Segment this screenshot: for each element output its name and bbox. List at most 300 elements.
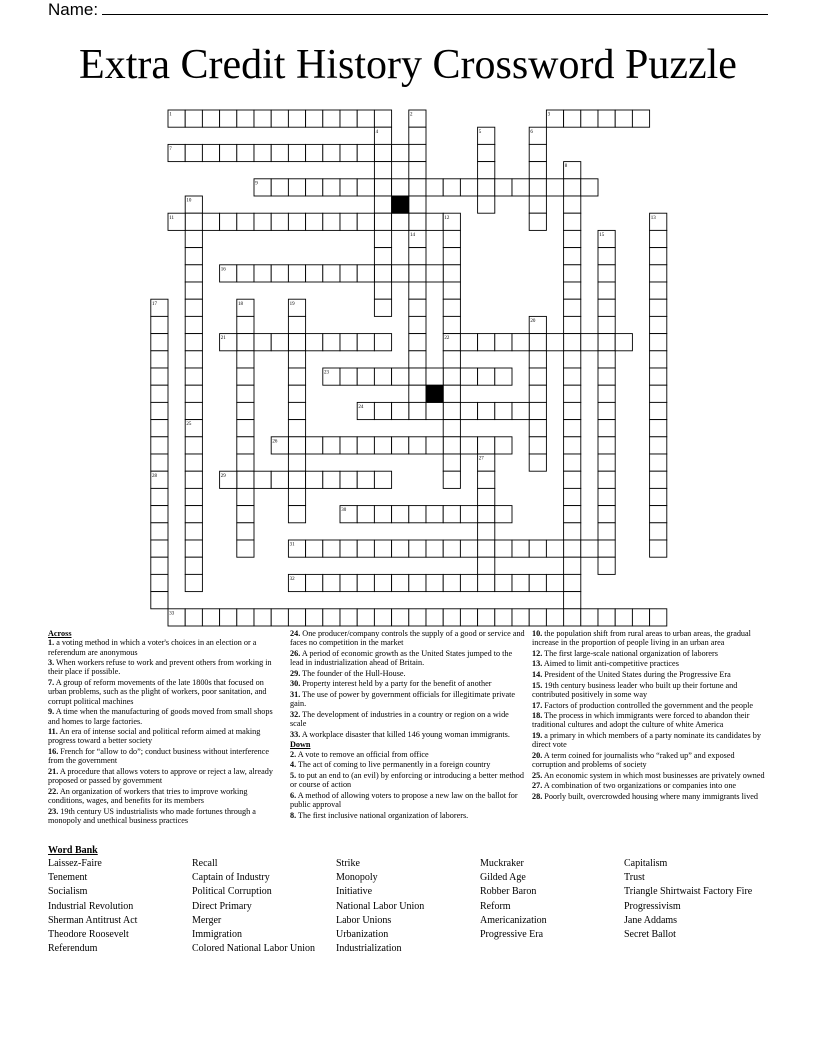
grid-cell[interactable] — [512, 402, 529, 419]
grid-cell[interactable] — [426, 609, 443, 626]
grid-cell[interactable] — [357, 471, 374, 488]
grid-cell[interactable] — [478, 609, 495, 626]
grid-cell[interactable] — [374, 540, 391, 557]
grid-cell[interactable] — [443, 454, 460, 471]
grid-cell[interactable] — [374, 471, 391, 488]
grid-cell[interactable] — [460, 334, 477, 351]
grid-cell[interactable] — [151, 523, 168, 540]
grid-cell[interactable] — [564, 334, 581, 351]
grid-cell[interactable] — [237, 420, 254, 437]
grid-cell[interactable] — [254, 471, 271, 488]
grid-cell[interactable] — [237, 523, 254, 540]
grid-cell[interactable] — [598, 110, 615, 127]
grid-cell[interactable] — [271, 110, 288, 127]
grid-cell[interactable] — [220, 110, 237, 127]
grid-cell[interactable] — [392, 402, 409, 419]
grid-cell[interactable] — [254, 334, 271, 351]
grid-cell[interactable] — [185, 506, 202, 523]
grid-cell[interactable] — [288, 316, 305, 333]
grid-cell[interactable] — [564, 351, 581, 368]
grid-cell[interactable] — [478, 506, 495, 523]
grid-cell[interactable] — [185, 248, 202, 265]
grid-cell[interactable] — [151, 368, 168, 385]
grid-cell[interactable] — [220, 144, 237, 161]
grid-cell[interactable] — [185, 265, 202, 282]
grid-cell[interactable] — [288, 402, 305, 419]
grid-cell[interactable] — [237, 265, 254, 282]
grid-cell[interactable] — [650, 282, 667, 299]
grid-cell[interactable] — [564, 592, 581, 609]
grid-cell[interactable] — [185, 540, 202, 557]
grid-cell[interactable] — [237, 213, 254, 230]
grid-cell[interactable] — [288, 351, 305, 368]
grid-cell[interactable] — [374, 299, 391, 316]
grid-cell[interactable] — [426, 265, 443, 282]
grid-cell[interactable] — [374, 179, 391, 196]
grid-cell[interactable] — [529, 385, 546, 402]
grid-cell[interactable] — [443, 351, 460, 368]
grid-cell[interactable] — [598, 334, 615, 351]
grid-cell[interactable] — [151, 334, 168, 351]
grid-cell[interactable] — [598, 454, 615, 471]
grid-cell[interactable] — [392, 179, 409, 196]
grid-cell[interactable] — [598, 402, 615, 419]
grid-cell[interactable] — [374, 609, 391, 626]
grid-cell[interactable] — [271, 179, 288, 196]
grid-cell[interactable] — [392, 506, 409, 523]
grid-cell[interactable] — [357, 144, 374, 161]
grid-cell[interactable] — [323, 179, 340, 196]
grid-cell[interactable] — [443, 385, 460, 402]
grid-cell[interactable] — [271, 265, 288, 282]
grid-cell[interactable] — [392, 574, 409, 591]
grid-cell[interactable] — [598, 488, 615, 505]
grid-cell[interactable] — [564, 385, 581, 402]
grid-cell[interactable] — [185, 402, 202, 419]
grid-cell[interactable] — [306, 265, 323, 282]
grid-cell[interactable] — [529, 213, 546, 230]
grid-cell[interactable] — [598, 506, 615, 523]
grid-cell[interactable] — [409, 402, 426, 419]
grid-cell[interactable] — [564, 471, 581, 488]
grid-cell[interactable] — [598, 420, 615, 437]
grid-cell[interactable] — [185, 334, 202, 351]
grid-cell[interactable] — [564, 282, 581, 299]
grid-cell[interactable] — [460, 368, 477, 385]
grid-cell[interactable] — [443, 437, 460, 454]
grid-cell[interactable] — [374, 368, 391, 385]
grid-cell[interactable] — [460, 437, 477, 454]
grid-cell[interactable] — [409, 248, 426, 265]
grid-cell[interactable] — [650, 265, 667, 282]
grid-cell[interactable] — [237, 488, 254, 505]
grid-cell[interactable] — [564, 230, 581, 247]
grid-cell[interactable] — [185, 368, 202, 385]
grid-cell[interactable] — [581, 609, 598, 626]
grid-cell[interactable] — [478, 144, 495, 161]
grid-cell[interactable] — [564, 609, 581, 626]
grid-cell[interactable] — [271, 471, 288, 488]
grid-cell[interactable] — [564, 265, 581, 282]
grid-cell[interactable] — [237, 506, 254, 523]
grid-cell[interactable] — [564, 368, 581, 385]
grid-cell[interactable] — [529, 540, 546, 557]
grid-cell[interactable] — [529, 179, 546, 196]
grid-cell[interactable] — [357, 574, 374, 591]
grid-cell[interactable] — [564, 179, 581, 196]
grid-cell[interactable] — [357, 213, 374, 230]
grid-cell[interactable] — [650, 248, 667, 265]
grid-cell[interactable] — [443, 265, 460, 282]
grid-cell[interactable] — [323, 144, 340, 161]
grid-cell[interactable] — [340, 574, 357, 591]
grid-cell[interactable] — [478, 540, 495, 557]
grid-cell[interactable] — [529, 454, 546, 471]
grid-cell[interactable] — [512, 179, 529, 196]
grid-cell[interactable] — [185, 213, 202, 230]
grid-cell[interactable] — [323, 265, 340, 282]
grid-cell[interactable] — [460, 574, 477, 591]
grid-cell[interactable] — [254, 144, 271, 161]
grid-cell[interactable] — [323, 540, 340, 557]
grid-cell[interactable] — [443, 179, 460, 196]
grid-cell[interactable] — [185, 316, 202, 333]
grid-cell[interactable] — [185, 437, 202, 454]
grid-cell[interactable] — [237, 316, 254, 333]
grid-cell[interactable] — [598, 540, 615, 557]
grid-cell[interactable] — [374, 334, 391, 351]
grid-cell[interactable] — [340, 540, 357, 557]
grid-cell[interactable] — [151, 592, 168, 609]
grid-cell[interactable] — [546, 574, 563, 591]
grid-cell[interactable] — [185, 110, 202, 127]
grid-cell[interactable] — [185, 299, 202, 316]
grid-cell[interactable] — [271, 609, 288, 626]
grid-cell[interactable] — [581, 179, 598, 196]
grid-cell[interactable] — [495, 609, 512, 626]
grid-cell[interactable] — [426, 437, 443, 454]
grid-cell[interactable] — [426, 574, 443, 591]
grid-cell[interactable] — [495, 437, 512, 454]
grid-cell[interactable] — [409, 144, 426, 161]
grid-cell[interactable] — [323, 471, 340, 488]
grid-cell[interactable] — [306, 540, 323, 557]
grid-cell[interactable] — [357, 179, 374, 196]
grid-cell[interactable] — [564, 402, 581, 419]
grid-cell[interactable] — [306, 144, 323, 161]
grid-cell[interactable] — [598, 437, 615, 454]
grid-cell[interactable] — [340, 110, 357, 127]
grid-cell[interactable] — [529, 574, 546, 591]
grid-cell[interactable] — [512, 574, 529, 591]
grid-cell[interactable] — [443, 609, 460, 626]
grid-cell[interactable] — [254, 110, 271, 127]
grid-cell[interactable] — [254, 265, 271, 282]
grid-cell[interactable] — [598, 523, 615, 540]
grid-cell[interactable] — [546, 609, 563, 626]
grid-cell[interactable] — [650, 420, 667, 437]
grid-cell[interactable] — [374, 248, 391, 265]
grid-cell[interactable] — [151, 316, 168, 333]
grid-cell[interactable] — [323, 609, 340, 626]
grid-cell[interactable] — [237, 437, 254, 454]
grid-cell[interactable] — [306, 437, 323, 454]
grid-cell[interactable] — [374, 265, 391, 282]
grid-cell[interactable] — [306, 110, 323, 127]
grid-cell[interactable] — [374, 230, 391, 247]
grid-cell[interactable] — [185, 488, 202, 505]
grid-cell[interactable] — [288, 420, 305, 437]
grid-cell[interactable] — [357, 265, 374, 282]
grid-cell[interactable] — [237, 471, 254, 488]
grid-cell[interactable] — [185, 282, 202, 299]
grid-cell[interactable] — [650, 299, 667, 316]
grid-cell[interactable] — [426, 213, 443, 230]
grid-cell[interactable] — [288, 488, 305, 505]
grid-cell[interactable] — [598, 316, 615, 333]
grid-cell[interactable] — [357, 609, 374, 626]
grid-cell[interactable] — [443, 282, 460, 299]
grid-cell[interactable] — [237, 454, 254, 471]
grid-cell[interactable] — [443, 574, 460, 591]
grid-cell[interactable] — [409, 385, 426, 402]
grid-cell[interactable] — [632, 609, 649, 626]
grid-cell[interactable] — [392, 213, 409, 230]
grid-cell[interactable] — [288, 385, 305, 402]
grid-cell[interactable] — [650, 334, 667, 351]
grid-cell[interactable] — [529, 402, 546, 419]
grid-cell[interactable] — [650, 402, 667, 419]
grid-cell[interactable] — [650, 368, 667, 385]
grid-cell[interactable] — [512, 609, 529, 626]
grid-cell[interactable] — [598, 351, 615, 368]
grid-cell[interactable] — [443, 230, 460, 247]
grid-cell[interactable] — [495, 179, 512, 196]
grid-cell[interactable] — [426, 402, 443, 419]
grid-cell[interactable] — [426, 368, 443, 385]
grid-cell[interactable] — [357, 540, 374, 557]
grid-cell[interactable] — [392, 144, 409, 161]
grid-cell[interactable] — [374, 144, 391, 161]
grid-cell[interactable] — [288, 213, 305, 230]
grid-cell[interactable] — [443, 316, 460, 333]
grid-cell[interactable] — [478, 179, 495, 196]
grid-cell[interactable] — [564, 316, 581, 333]
grid-cell[interactable] — [374, 282, 391, 299]
grid-cell[interactable] — [460, 179, 477, 196]
grid-cell[interactable] — [409, 179, 426, 196]
grid-cell[interactable] — [409, 282, 426, 299]
grid-cell[interactable] — [495, 368, 512, 385]
grid-cell[interactable] — [564, 248, 581, 265]
grid-cell[interactable] — [340, 179, 357, 196]
grid-cell[interactable] — [478, 437, 495, 454]
grid-cell[interactable] — [237, 144, 254, 161]
grid-cell[interactable] — [529, 334, 546, 351]
grid-cell[interactable] — [323, 334, 340, 351]
grid-cell[interactable] — [598, 557, 615, 574]
grid-cell[interactable] — [409, 574, 426, 591]
grid-cell[interactable] — [409, 334, 426, 351]
grid-cell[interactable] — [288, 179, 305, 196]
grid-cell[interactable] — [443, 540, 460, 557]
grid-cell[interactable] — [478, 574, 495, 591]
grid-cell[interactable] — [650, 471, 667, 488]
grid-cell[interactable] — [151, 488, 168, 505]
grid-cell[interactable] — [254, 609, 271, 626]
grid-cell[interactable] — [443, 420, 460, 437]
grid-cell[interactable] — [564, 557, 581, 574]
grid-cell[interactable] — [460, 540, 477, 557]
grid-cell[interactable] — [443, 402, 460, 419]
grid-cell[interactable] — [564, 196, 581, 213]
grid-cell[interactable] — [185, 574, 202, 591]
grid-cell[interactable] — [288, 437, 305, 454]
grid-cell[interactable] — [529, 162, 546, 179]
grid-cell[interactable] — [220, 213, 237, 230]
grid-cell[interactable] — [374, 437, 391, 454]
grid-cell[interactable] — [374, 213, 391, 230]
grid-cell[interactable] — [237, 334, 254, 351]
grid-cell[interactable] — [323, 437, 340, 454]
grid-cell[interactable] — [202, 609, 219, 626]
grid-cell[interactable] — [288, 506, 305, 523]
grid-cell[interactable] — [650, 454, 667, 471]
grid-cell[interactable] — [374, 196, 391, 213]
grid-cell[interactable] — [185, 523, 202, 540]
grid-cell[interactable] — [529, 420, 546, 437]
grid-cell[interactable] — [151, 351, 168, 368]
grid-cell[interactable] — [460, 506, 477, 523]
grid-cell[interactable] — [426, 179, 443, 196]
grid-cell[interactable] — [598, 282, 615, 299]
grid-cell[interactable] — [374, 506, 391, 523]
grid-cell[interactable] — [306, 609, 323, 626]
grid-cell[interactable] — [306, 179, 323, 196]
grid-cell[interactable] — [615, 110, 632, 127]
grid-cell[interactable] — [564, 437, 581, 454]
grid-cell[interactable] — [598, 368, 615, 385]
grid-cell[interactable] — [650, 230, 667, 247]
grid-cell[interactable] — [288, 368, 305, 385]
grid-cell[interactable] — [581, 334, 598, 351]
grid-cell[interactable] — [615, 334, 632, 351]
grid-cell[interactable] — [495, 506, 512, 523]
grid-cell[interactable] — [478, 471, 495, 488]
grid-cell[interactable] — [409, 127, 426, 144]
grid-cell[interactable] — [564, 506, 581, 523]
grid-cell[interactable] — [340, 265, 357, 282]
grid-cell[interactable] — [409, 213, 426, 230]
grid-cell[interactable] — [426, 506, 443, 523]
grid-cell[interactable] — [512, 334, 529, 351]
grid-cell[interactable] — [650, 488, 667, 505]
grid-cell[interactable] — [151, 420, 168, 437]
grid-cell[interactable] — [185, 609, 202, 626]
grid-cell[interactable] — [288, 110, 305, 127]
grid-cell[interactable] — [495, 402, 512, 419]
grid-cell[interactable] — [529, 144, 546, 161]
grid-cell[interactable] — [151, 540, 168, 557]
grid-cell[interactable] — [340, 471, 357, 488]
grid-cell[interactable] — [495, 540, 512, 557]
grid-cell[interactable] — [288, 454, 305, 471]
grid-cell[interactable] — [271, 144, 288, 161]
grid-cell[interactable] — [151, 574, 168, 591]
grid-cell[interactable] — [409, 609, 426, 626]
grid-cell[interactable] — [392, 368, 409, 385]
grid-cell[interactable] — [237, 351, 254, 368]
grid-cell[interactable] — [409, 540, 426, 557]
grid-cell[interactable] — [650, 609, 667, 626]
grid-cell[interactable] — [357, 110, 374, 127]
grid-cell[interactable] — [151, 402, 168, 419]
grid-cell[interactable] — [478, 488, 495, 505]
grid-cell[interactable] — [443, 471, 460, 488]
grid-cell[interactable] — [202, 110, 219, 127]
grid-cell[interactable] — [185, 144, 202, 161]
grid-cell[interactable] — [546, 179, 563, 196]
grid-cell[interactable] — [564, 213, 581, 230]
grid-cell[interactable] — [306, 213, 323, 230]
grid-cell[interactable] — [581, 540, 598, 557]
grid-cell[interactable] — [374, 402, 391, 419]
grid-cell[interactable] — [564, 540, 581, 557]
grid-cell[interactable] — [254, 213, 271, 230]
grid-cell[interactable] — [529, 437, 546, 454]
grid-cell[interactable] — [151, 385, 168, 402]
grid-cell[interactable] — [495, 334, 512, 351]
grid-cell[interactable] — [185, 557, 202, 574]
grid-cell[interactable] — [495, 574, 512, 591]
grid-cell[interactable] — [564, 420, 581, 437]
grid-cell[interactable] — [409, 316, 426, 333]
grid-cell[interactable] — [340, 213, 357, 230]
grid-cell[interactable] — [185, 454, 202, 471]
grid-cell[interactable] — [650, 523, 667, 540]
grid-cell[interactable] — [288, 265, 305, 282]
grid-cell[interactable] — [478, 196, 495, 213]
grid-cell[interactable] — [185, 351, 202, 368]
grid-cell[interactable] — [202, 144, 219, 161]
grid-cell[interactable] — [615, 609, 632, 626]
grid-cell[interactable] — [306, 334, 323, 351]
grid-cell[interactable] — [598, 265, 615, 282]
grid-cell[interactable] — [460, 402, 477, 419]
grid-cell[interactable] — [340, 368, 357, 385]
grid-cell[interactable] — [409, 299, 426, 316]
grid-cell[interactable] — [632, 110, 649, 127]
grid-cell[interactable] — [237, 385, 254, 402]
grid-cell[interactable] — [357, 334, 374, 351]
grid-cell[interactable] — [374, 574, 391, 591]
grid-cell[interactable] — [151, 506, 168, 523]
grid-cell[interactable] — [443, 368, 460, 385]
grid-cell[interactable] — [374, 162, 391, 179]
grid-cell[interactable] — [650, 437, 667, 454]
grid-cell[interactable] — [288, 334, 305, 351]
grid-cell[interactable] — [323, 110, 340, 127]
grid-cell[interactable] — [237, 609, 254, 626]
grid-cell[interactable] — [237, 402, 254, 419]
grid-cell[interactable] — [237, 110, 254, 127]
grid-cell[interactable] — [460, 609, 477, 626]
grid-cell[interactable] — [357, 437, 374, 454]
grid-cell[interactable] — [443, 248, 460, 265]
grid-cell[interactable] — [564, 574, 581, 591]
grid-cell[interactable] — [374, 110, 391, 127]
grid-cell[interactable] — [340, 609, 357, 626]
